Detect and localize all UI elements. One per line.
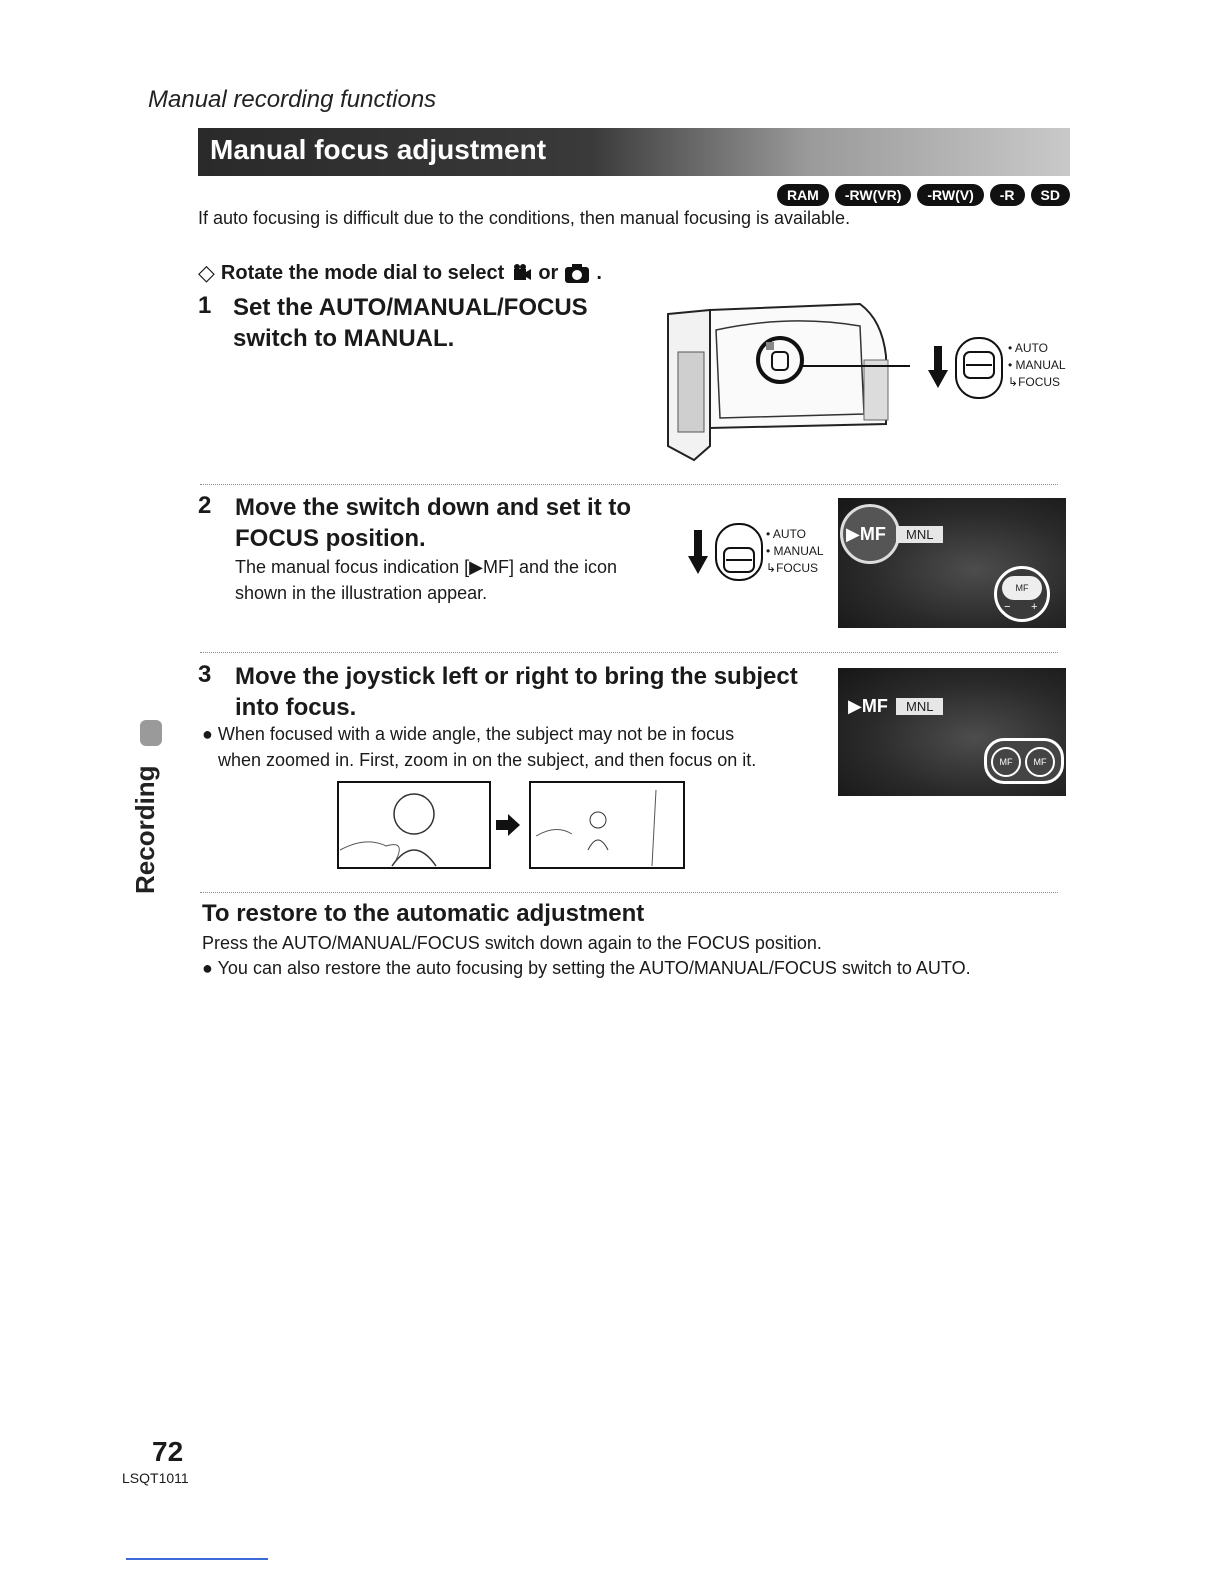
chapter-tab [130, 700, 174, 900]
step-title-line: Set the AUTO/MANUAL/FOCUS [233, 294, 588, 321]
prep-instruction [198, 260, 602, 286]
restore-bullet: ● You can also restore the auto focusing by setting the AUTO/MANUAL/FOCUS switch to AUTO. [202, 958, 971, 978]
prep-text: Rotate the mode dial to select [220, 261, 505, 284]
bullet-text: when zoomed in. First, zoom in on the subject, and then focus on it. [218, 750, 757, 770]
focus-minus-button-icon [991, 747, 1021, 777]
prep-end: . [596, 261, 602, 284]
step-title-line: Move the joystick left or right to bring the subject [235, 663, 798, 690]
media-badges [777, 184, 1070, 206]
camcorder-illustration [650, 296, 910, 464]
mf-indicator: ▶MF [846, 524, 886, 544]
focus-example-illustration [336, 780, 688, 870]
step-number: 3 [198, 661, 212, 688]
step-title-line: FOCUS position. [235, 525, 426, 552]
divider [200, 484, 1058, 485]
switch-labels-step1: • AUTO • MANUAL ↳FOCUS [1008, 341, 1066, 389]
badge-sd: SD [1031, 184, 1070, 206]
lcd-screen-step3 [838, 668, 1066, 796]
step-text-line: The manual focus indication [▶MF] and the icon [235, 557, 618, 577]
title-banner [198, 128, 1070, 176]
divider [200, 892, 1058, 893]
step-1-title [233, 292, 588, 354]
document-code: LSQT1011 [122, 1470, 189, 1486]
arrow-down-icon [926, 334, 1016, 402]
step-number: 2 [198, 492, 212, 519]
intro-text: If auto focusing is difficult due to the conditions, then manual focusing is available. [198, 208, 851, 228]
video-mode-icon [510, 263, 532, 283]
section-title: Manual recording functions [148, 86, 437, 113]
chapter-label: Recording [130, 765, 160, 895]
switch-label-auto: AUTO [772, 527, 806, 541]
arrow-down-icon [686, 522, 772, 582]
badge-rw-v: -RW(V) [917, 184, 983, 206]
switch-label-manual: MANUAL [773, 544, 824, 558]
step-1 [198, 292, 211, 320]
switch-label-focus: FOCUS [776, 561, 819, 575]
focus-icon-label: MF [1033, 757, 1047, 767]
badge-r: -R [990, 184, 1025, 206]
chapter-marker [140, 720, 162, 746]
restore-title: To restore to the automatic adjustment [202, 900, 645, 927]
badge-ram: RAM [777, 184, 829, 206]
diamond-icon: ◇ [198, 260, 215, 285]
step-title-line: into focus. [235, 694, 357, 721]
step-2-body [235, 492, 675, 606]
step-3-bullet: ● When focused with a wide angle, the subject may not be in focus when zoomed in. First, zoom in on the subject, and then focus on it. [202, 721, 832, 773]
mnl-indicator: MNL [896, 526, 943, 543]
page-title: Manual focus adjustment [210, 134, 547, 165]
focus-plus-button-icon [1025, 747, 1055, 777]
switch-label-manual: MANUAL [1015, 358, 1066, 372]
page-number: 72 [152, 1436, 184, 1467]
focus-adjust-icon [984, 738, 1064, 784]
divider [200, 652, 1058, 653]
camera-mode-icon [564, 262, 590, 284]
step-title-line: Move the switch down and set it to [235, 494, 632, 521]
focus-plus-label: + [1031, 601, 1038, 613]
focus-icon-highlight [994, 566, 1050, 622]
switch-label-focus: FOCUS [1018, 375, 1061, 389]
mf-indicator: ▶MF [848, 696, 888, 716]
focus-adjust-icon [1002, 576, 1042, 600]
bullet-text: You can also restore the auto focusing by setting the AUTO/MANUAL/FOCUS switch to AUTO. [217, 958, 971, 978]
step-text-line: shown in the illustration appear. [235, 583, 488, 603]
step-number: 1 [198, 292, 212, 319]
badge-rw-vr: -RW(VR) [835, 184, 912, 206]
step-3-body [235, 661, 835, 723]
switch-labels-step2: • AUTO • MANUAL ↳FOCUS [766, 527, 824, 575]
focus-icon-label: MF [1015, 583, 1029, 593]
switch-label-auto: AUTO [1014, 341, 1048, 355]
footer-line [126, 1558, 268, 1560]
bullet-text: When focused with a wide angle, the subject may not be in focus [217, 724, 735, 744]
lcd-screen-step2 [838, 498, 1066, 628]
mnl-indicator: MNL [896, 698, 943, 715]
focus-icon-label: MF [999, 757, 1013, 767]
step-title-line: switch to MANUAL. [233, 325, 455, 352]
restore-text: Press the AUTO/MANUAL/FOCUS switch down again to the FOCUS position. [202, 933, 822, 953]
focus-minus-label: − [1004, 601, 1011, 613]
prep-or: or [538, 261, 559, 284]
